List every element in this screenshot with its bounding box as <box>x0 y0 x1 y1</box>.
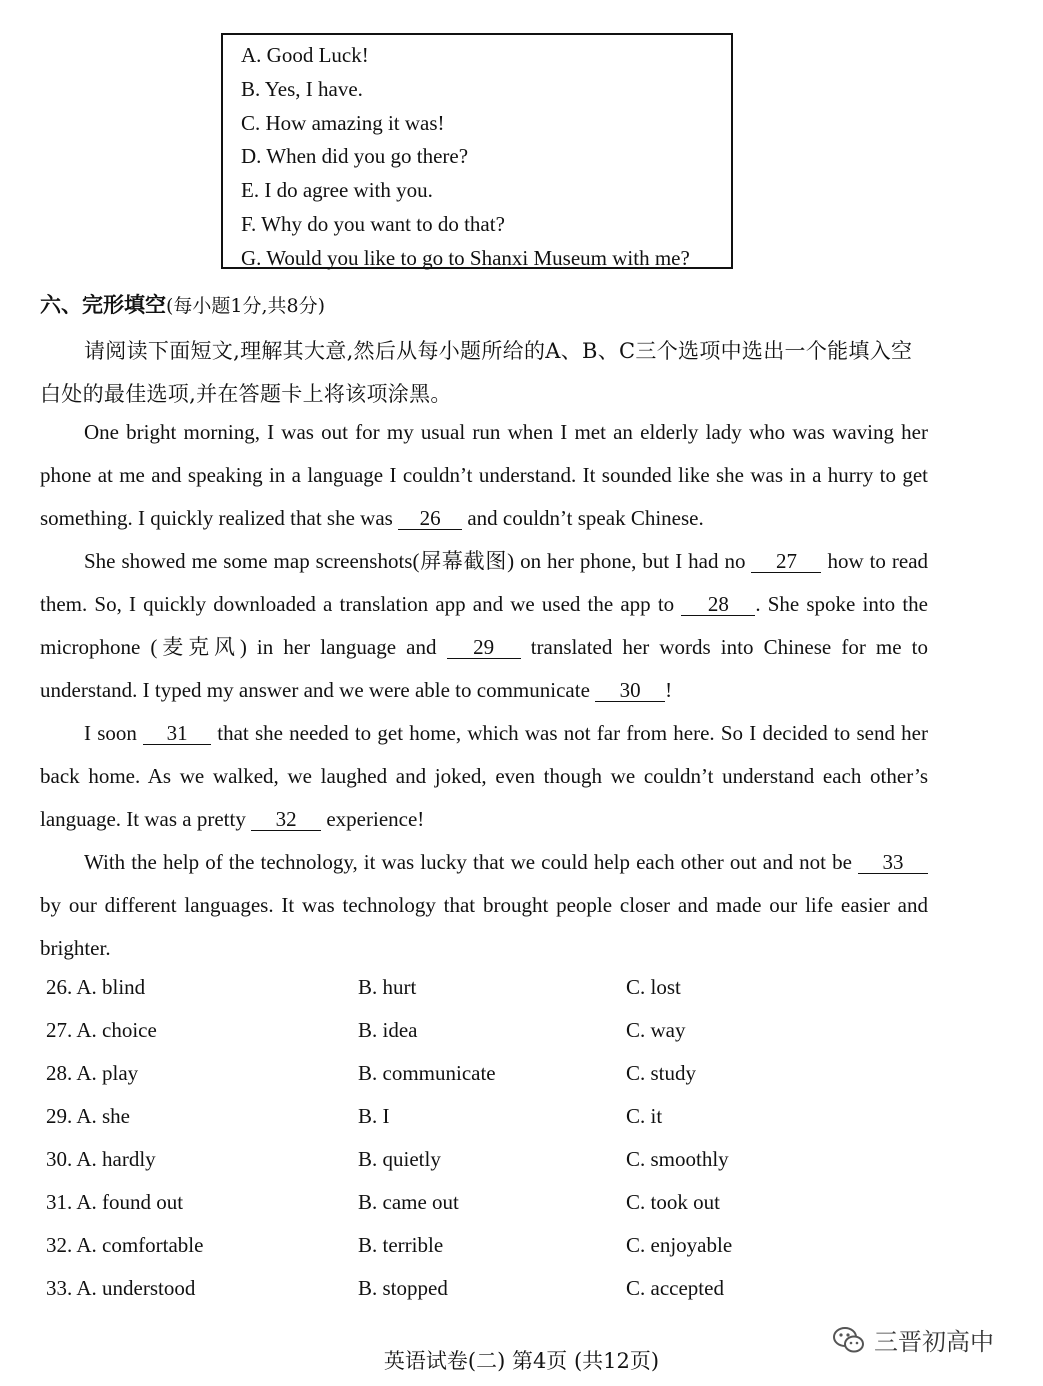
option-c: C. it <box>626 1104 663 1128</box>
question-row-32 <box>46 1229 946 1272</box>
box-option-c: C. How amazing it was! <box>241 110 445 135</box>
text: by our different languages. It was technology that brought people closer and made our life easier and brighter. <box>40 893 928 960</box>
option-c: C. way <box>626 1018 686 1042</box>
text: translated her words into Chinese for me to understand. I typed my answer and we were able to communicate <box>40 635 929 702</box>
blank-31: 31 <box>143 722 211 745</box>
option-a: 26. A. blind <box>46 975 146 999</box>
text: and couldn’t speak Chinese. <box>467 506 704 530</box>
section-instructions: 请阅读下面短文,理解其大意,然后从每小题所给的A、B、C三个选项中选出一个能填入空白处的最佳选项,并在答题卡上将该项涂黑。 <box>40 339 913 406</box>
option-a: 32. A. comfortable <box>46 1233 204 1257</box>
box-option-d: D. When did you go there? <box>241 144 469 169</box>
text: She showed me some map screenshots(屏幕截图) on her phone, but I had no <box>84 549 746 573</box>
question-row-31 <box>46 1186 946 1229</box>
option-a: 28. A. play <box>46 1061 139 1085</box>
text: With the help of the technology, it was lucky that we could help each other out and not be <box>84 850 852 874</box>
section-note: (每小题1分,共8分) <box>166 295 326 317</box>
box-option-g: G. Would you like to go to Shanxi Museum with me? <box>241 245 690 270</box>
option-b: B. idea <box>358 1018 418 1042</box>
watermark-text: 三晋初高中 <box>874 1328 994 1356</box>
option-c: C. took out <box>626 1190 720 1214</box>
paragraph-2 <box>40 540 928 712</box>
option-c: C. smoothly <box>626 1147 729 1171</box>
text: that she needed to get home, which was not far from here. So I decided to send her back home. As we walked, we laughed and joked, even though we couldn’t understand each other’s language. It was a pretty <box>40 721 928 831</box>
question-options <box>46 971 946 1315</box>
question-row-30 <box>46 1143 946 1186</box>
box-option-f: F. Why do you want to do that? <box>241 211 505 236</box>
question-row-28 <box>46 1057 946 1100</box>
box-option-a: A. Good Luck! <box>241 43 369 67</box>
option-a: 33. A. understood <box>46 1276 196 1300</box>
option-b: B. I <box>358 1104 390 1128</box>
option-c: C. enjoyable <box>626 1233 733 1257</box>
option-a: 27. A. choice <box>46 1018 157 1042</box>
option-b: B. hurt <box>358 975 417 999</box>
question-row-27 <box>46 1014 946 1057</box>
text: One bright morning, I was out for my usual run when I met an elderly lady who was waving her phone at me and speaking in a language I couldn’t understand. It sounded like she was in a hurry to get something. I quickly realized that she was <box>40 420 928 530</box>
paragraph-4 <box>40 841 928 970</box>
paragraph-1 <box>40 411 928 540</box>
option-b: B. terrible <box>358 1233 444 1257</box>
question-row-33 <box>46 1272 946 1315</box>
page-footer: 英语试卷(二) 第4页 (共12页) <box>383 1349 660 1373</box>
option-c: C. lost <box>626 975 681 999</box>
blank-33: 33 <box>858 851 928 874</box>
option-a: 30. A. hardly <box>46 1147 156 1171</box>
option-b: B. came out <box>358 1190 459 1214</box>
box-option-b: B. Yes, I have. <box>241 76 363 101</box>
text: ! <box>665 678 673 702</box>
text: . She spoke into the microphone (麦克风) in her language and <box>40 592 928 659</box>
text: how to read them. So, I quickly downloaded a translation app and we used the app to <box>40 549 929 616</box>
option-a: 31. A. found out <box>46 1190 184 1214</box>
blank-29: 29 <box>447 636 521 659</box>
section-heading <box>40 289 325 319</box>
option-b: B. quietly <box>358 1147 441 1171</box>
blank-28: 28 <box>681 593 755 616</box>
text: experience! <box>326 807 425 831</box>
option-c: C. study <box>626 1061 697 1085</box>
answer-options-box <box>221 33 733 269</box>
option-a: 29. A. she <box>46 1104 130 1128</box>
blank-26: 26 <box>398 507 462 530</box>
box-option-e: E. I do agree with you. <box>241 178 433 203</box>
question-row-26 <box>46 971 946 1014</box>
option-b: B. stopped <box>358 1276 448 1300</box>
cloze-passage <box>40 411 928 970</box>
wechat-icon <box>832 1325 866 1355</box>
blank-30: 30 <box>595 679 665 702</box>
paragraph-3 <box>40 712 928 841</box>
text: I soon <box>84 721 137 745</box>
wechat-watermark <box>832 1322 994 1357</box>
blank-32: 32 <box>251 808 321 831</box>
option-c: C. accepted <box>626 1276 724 1300</box>
option-b: B. communicate <box>358 1061 496 1085</box>
blank-27: 27 <box>751 550 821 573</box>
section-title: 六、完形填空 <box>40 293 166 317</box>
question-row-29 <box>46 1100 946 1143</box>
